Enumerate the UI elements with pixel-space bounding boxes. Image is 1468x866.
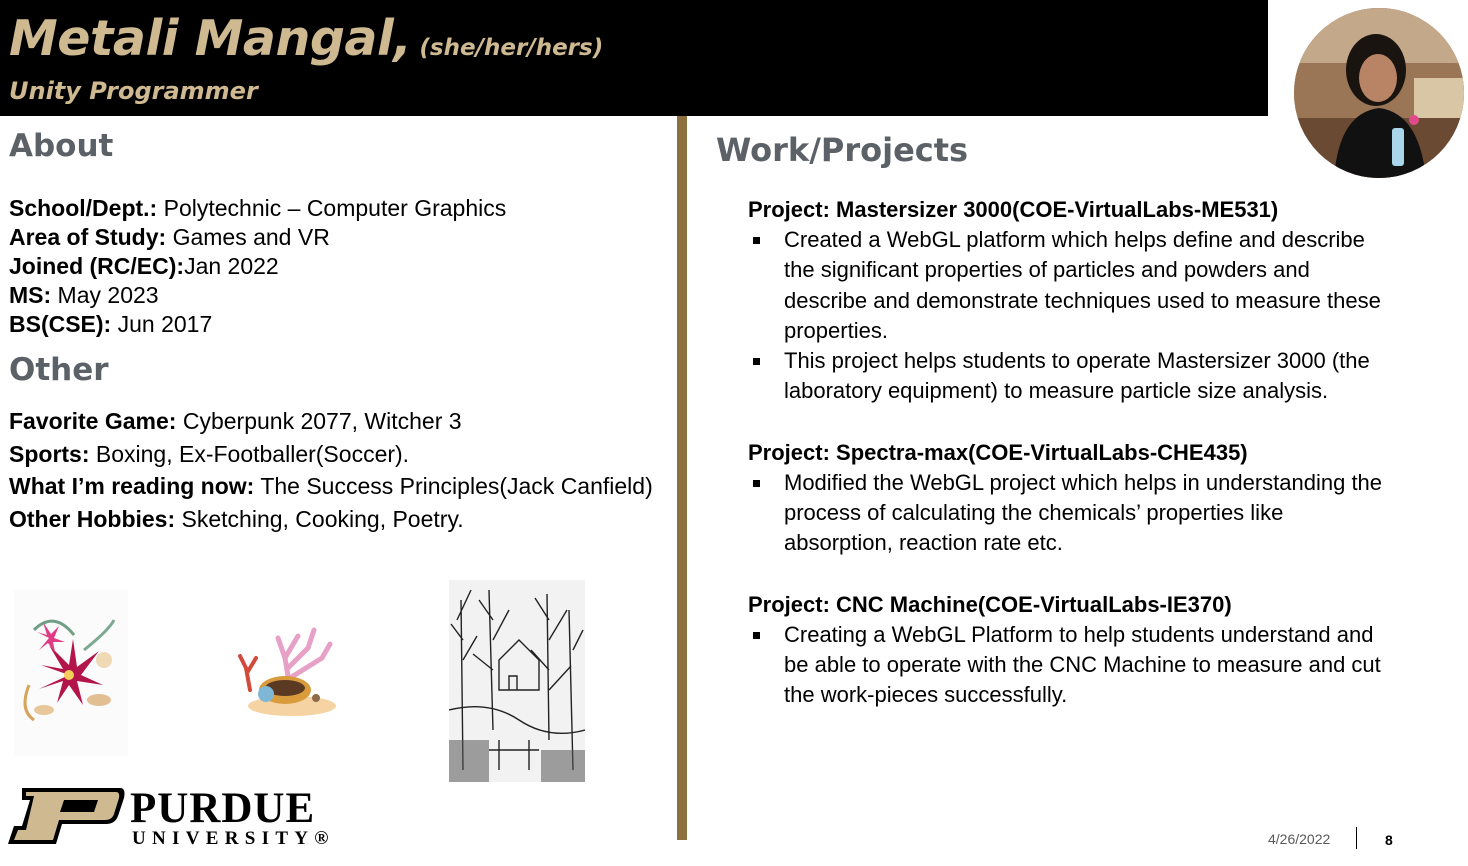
- coral-shell-painting-image: [230, 618, 342, 724]
- project-bullet: Creating a WebGL Platform to help students understand and be able to operate with the CNC Machine to measure and cut the work-pieces successfully.: [748, 620, 1388, 711]
- other-label: Other Hobbies:: [9, 505, 176, 532]
- other-list: [9, 405, 659, 535]
- project-bullet: Modified the WebGL project which helps in understanding the process of calculating the chemicals’ properties like absorption, reaction rate etc.: [748, 468, 1388, 559]
- about-label: Joined (RC/EC):: [9, 253, 185, 279]
- flower-painting-image: [14, 590, 128, 756]
- about-item-school: [9, 194, 506, 223]
- person-name-text: Metali Mangal,: [9, 10, 412, 67]
- other-item-reading: [9, 470, 659, 503]
- other-item-sports: [9, 438, 659, 471]
- projects-list: [748, 195, 1388, 742]
- slide-number: 8: [1385, 832, 1393, 848]
- project-bullet: This project helps students to operate Mastersizer 3000 (the laboratory equipment) to measure particle size analysis.: [748, 346, 1388, 407]
- about-item-ms: [9, 281, 506, 310]
- about-value: May 2023: [51, 282, 159, 308]
- about-item-joined: [9, 252, 506, 281]
- about-heading: About: [9, 128, 114, 164]
- project-bullets: [748, 620, 1388, 711]
- about-value: Polytechnic – Computer Graphics: [157, 195, 507, 221]
- other-value: Sketching, Cooking, Poetry.: [175, 505, 464, 532]
- other-label: Sports:: [9, 440, 90, 467]
- other-value: The Success Principles(Jack Canfield): [254, 473, 653, 499]
- other-item-hobbies: [9, 503, 659, 536]
- slide-date: 4/26/2022: [1268, 831, 1331, 847]
- profile-photo: [1294, 8, 1464, 178]
- about-label: BS(CSE):: [9, 311, 112, 337]
- about-item-bs: [9, 310, 506, 339]
- other-heading: Other: [9, 352, 109, 388]
- project-bullet: Created a WebGL platform which helps define and describe the significant properties of particles and powders and describe and demonstrate techniques used to measure these properties.: [748, 225, 1388, 346]
- footer-separator: [1356, 827, 1357, 849]
- about-item-area: [9, 223, 506, 252]
- project-spectra-max: [748, 438, 1388, 559]
- purdue-p-mark-icon: [8, 786, 126, 846]
- other-label: What I’m reading now:: [9, 473, 255, 499]
- winter-sketch-image: [449, 580, 585, 782]
- project-mastersizer: [748, 195, 1388, 407]
- title-bar: [0, 0, 1268, 116]
- project-bullets: [748, 225, 1388, 407]
- column-divider: [677, 116, 687, 840]
- university-wordmark: UNIVERSITY®: [132, 828, 335, 849]
- other-value: Cyberpunk 2077, Witcher 3: [176, 408, 462, 434]
- work-projects-heading: Work/Projects: [716, 131, 969, 169]
- about-label: Area of Study:: [9, 224, 167, 250]
- project-title: Project: Mastersizer 3000(COE-VirtualLabs-ME531): [748, 197, 1279, 222]
- other-value: Boxing, Ex-Footballer(Soccer).: [89, 440, 410, 467]
- purdue-wordmark: PURDUE: [130, 785, 316, 832]
- purdue-university-logo: [8, 786, 338, 852]
- project-cnc-machine: [748, 590, 1388, 711]
- about-label: MS:: [9, 282, 52, 308]
- other-item-game: [9, 405, 659, 438]
- project-bullets: [748, 468, 1388, 559]
- about-value: Games and VR: [166, 224, 330, 250]
- job-role: Unity Programmer: [9, 77, 258, 105]
- project-title: Project: Spectra-max(COE-VirtualLabs-CHE435): [748, 439, 1248, 465]
- pronouns: (she/her/hers): [419, 35, 604, 61]
- about-value: Jan 2022: [184, 253, 279, 279]
- about-value: Jun 2017: [111, 311, 213, 337]
- about-list: [9, 194, 506, 339]
- about-label: School/Dept.:: [9, 195, 158, 221]
- other-label: Favorite Game:: [9, 408, 177, 434]
- project-title: Project: CNC Machine(COE-VirtualLabs-IE370): [748, 591, 1232, 617]
- person-name: [9, 10, 603, 67]
